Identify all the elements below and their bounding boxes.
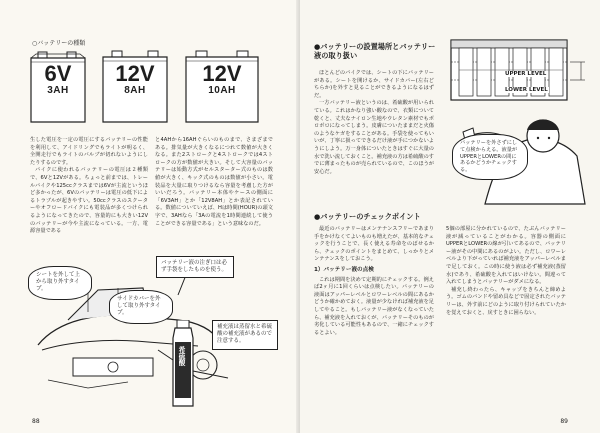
right-text-column-2-lower bbox=[446, 226, 566, 317]
callout-side-cover: サイドカバーを外して取り外すタイプ。 bbox=[109, 290, 173, 324]
callout-supplement-fluid: 補充液は蒸留水と希硫酸の補充液があるので注意する。 bbox=[212, 320, 278, 350]
paragraph: 補充し終わったら、キャップをきちんと締めよう。ゴムのバンドや留め具などで固定されたバッテリーは、外す前にどのように取り付けられていたかを覚えておくと、戻すときに困らない。 bbox=[446, 286, 566, 316]
battery-level-check-illustration bbox=[445, 36, 595, 206]
paragraph: バイクに使われるバッテリーの電圧は２種類で、6Vと12Vがある。ちょっと前までは、トレールバイクや125ccクラスまでは6Vが主流というほど多かったが、6Vのバッテリーは電圧の低下によるトラブルが起きやすい。50ccクラスのスクーターやオフロードバイクにも電装品が多くつけられるようになってきたので、容量的にも大きい12Vのバッテリーが今や主流になっている。一方、電源容量である bbox=[30, 167, 148, 235]
battery-voltage-label: 6V bbox=[44, 61, 72, 86]
paragraph: 最近のバッテリーはメンテナンスフリーであまり手をかけなくてよいものも増えたが、基本的なチェックを行うことで、長く使える寿命をのばせるから、チェックのポイントをまとめて、しっかりとメンテナンスをしておこう。 bbox=[314, 226, 434, 263]
left-text-column-2 bbox=[155, 137, 273, 228]
battery-voltage-label: 12V bbox=[115, 61, 155, 86]
callout-battery-fluid: バッテリー液の注ぎ口は必ず手袋をしたものを使う。 bbox=[156, 256, 234, 278]
section-heading-placement bbox=[314, 42, 436, 60]
section-heading-text: ●バッテリーのチェックポイント bbox=[314, 212, 421, 221]
section-heading-text: ●バッテリーの設置場所とバッテリー液の取り扱い bbox=[314, 42, 436, 60]
battery-12v-10ah-illustration bbox=[183, 48, 261, 126]
paragraph: と4AHから16AHぐらいのものまで、さまざまである。排気量が大きくなるにつれて数値が大きくなる。また2ストロークと4ストロークでは4ストロークの方が数値が大きい。そして大容量のバッテリーは始動方式がセルスターター式のものは数値が大きく、キック式のものは数値が小さい。電装品を大量に取りつけるなら容量を考慮した方がいいだろう。バッテリー本体やケースの側面に「6V3AH」とか「12V8AH」とか表記されている。数値についていえば、Hは時間(HOUR)の頭文字で、3AHなら「3Aの電流を1時間連続して使うことができる容量である」という意味なのだ。 bbox=[155, 137, 273, 227]
lower-level-label: LOWER LEVEL bbox=[505, 87, 548, 93]
section-heading-checkpoints bbox=[314, 212, 444, 221]
page-number-left: 88 bbox=[32, 418, 40, 425]
battery-capacity-label: 10AH bbox=[208, 85, 236, 96]
paragraph: 一方バッテリー液というのは、希硫酸が用いられている。これはかなり強い酸なので、衣類について乾くと、丈夫なナイロン生地やウレタン素材でもボロボロになってしまう。皮膚についたままだと火傷のようなケガをすることがある。手袋を使ってもいいが、丁寧に扱ってできるだけ液が手につかないようにしよう。万一身体についたときはすぐに大量の水で洗い流しておくこと。補充液の方は希硫酸のすでに薄まったものが売られているので、このほうが安心だ。 bbox=[314, 100, 434, 175]
callout-seat-removal: シートを外して上から取り外すタイプ。 bbox=[28, 266, 92, 300]
battery-12v-8ah-illustration bbox=[100, 48, 170, 126]
bottle-label: 希硫酸 bbox=[177, 346, 184, 366]
paragraph: ほとんどのバイクでは、シートの下にバッテリーがある。シートを開けるか、サイドカバー(左右どちらか)を外すと見ることができるようになるはずだ。 bbox=[314, 70, 434, 99]
figure-caption: ○バッテリーの種類 bbox=[32, 40, 86, 47]
right-text-column-1-upper bbox=[314, 70, 434, 176]
paragraph: 5個の部屋に分かれているので、たぶんバッテリー液が減っていることがわかる。容器の側面にUPPERとLOWERの線が引いてあるので、バッテリー液がその中間にあるのがよい。ただし、ロワーレベルより下がっていれば補充液をアッパーレベルまで足しておく。この時に使う液は必ず補充液(蒸留水)であり、希硫酸を入れてはいけない。間違って入れてしまうとバッテリーがダメになる。 bbox=[446, 226, 566, 286]
battery-6v-illustration bbox=[28, 48, 88, 126]
page-number-right: 89 bbox=[560, 418, 568, 425]
mechanic-speech-bubble: バッテリーを外さずにして点検からえる。液量がUPPERとLOWERの間にあるかどうかチェックする。 bbox=[452, 134, 528, 180]
left-text-column-1 bbox=[30, 137, 148, 236]
battery-capacity-label: 8AH bbox=[124, 85, 146, 96]
right-page bbox=[300, 0, 600, 433]
paragraph: これは期間を決めて定期的にチェックする。例えば2ヶ月に1回くらいは点検したい。バッテリーの液面はアッパーレベルとロワーレベルの間にあるかどうか確かめておく。液量が少なければ補充液を足してやること。もしバッテリー液がなくなっていたら、補充液を入れておくが、バッテリーそのものが劣化している可能性もあるので、一緒にチェックするとよい。 bbox=[314, 276, 434, 336]
right-text-column-1-lower bbox=[314, 226, 434, 337]
battery-capacity-label: 3AH bbox=[47, 85, 69, 96]
paragraph: 生した電圧を一定の電圧にするバッテリーの性能を利用して、アイドリングでもライトが明るく、全開走行でもライトのバルブが切れないようにしたりするのです。 bbox=[30, 137, 148, 166]
battery-voltage-label: 12V bbox=[202, 61, 242, 86]
upper-level-label: UPPER LEVEL bbox=[505, 71, 547, 77]
subsection-heading: 1）バッテリー液の点検 bbox=[314, 266, 374, 273]
